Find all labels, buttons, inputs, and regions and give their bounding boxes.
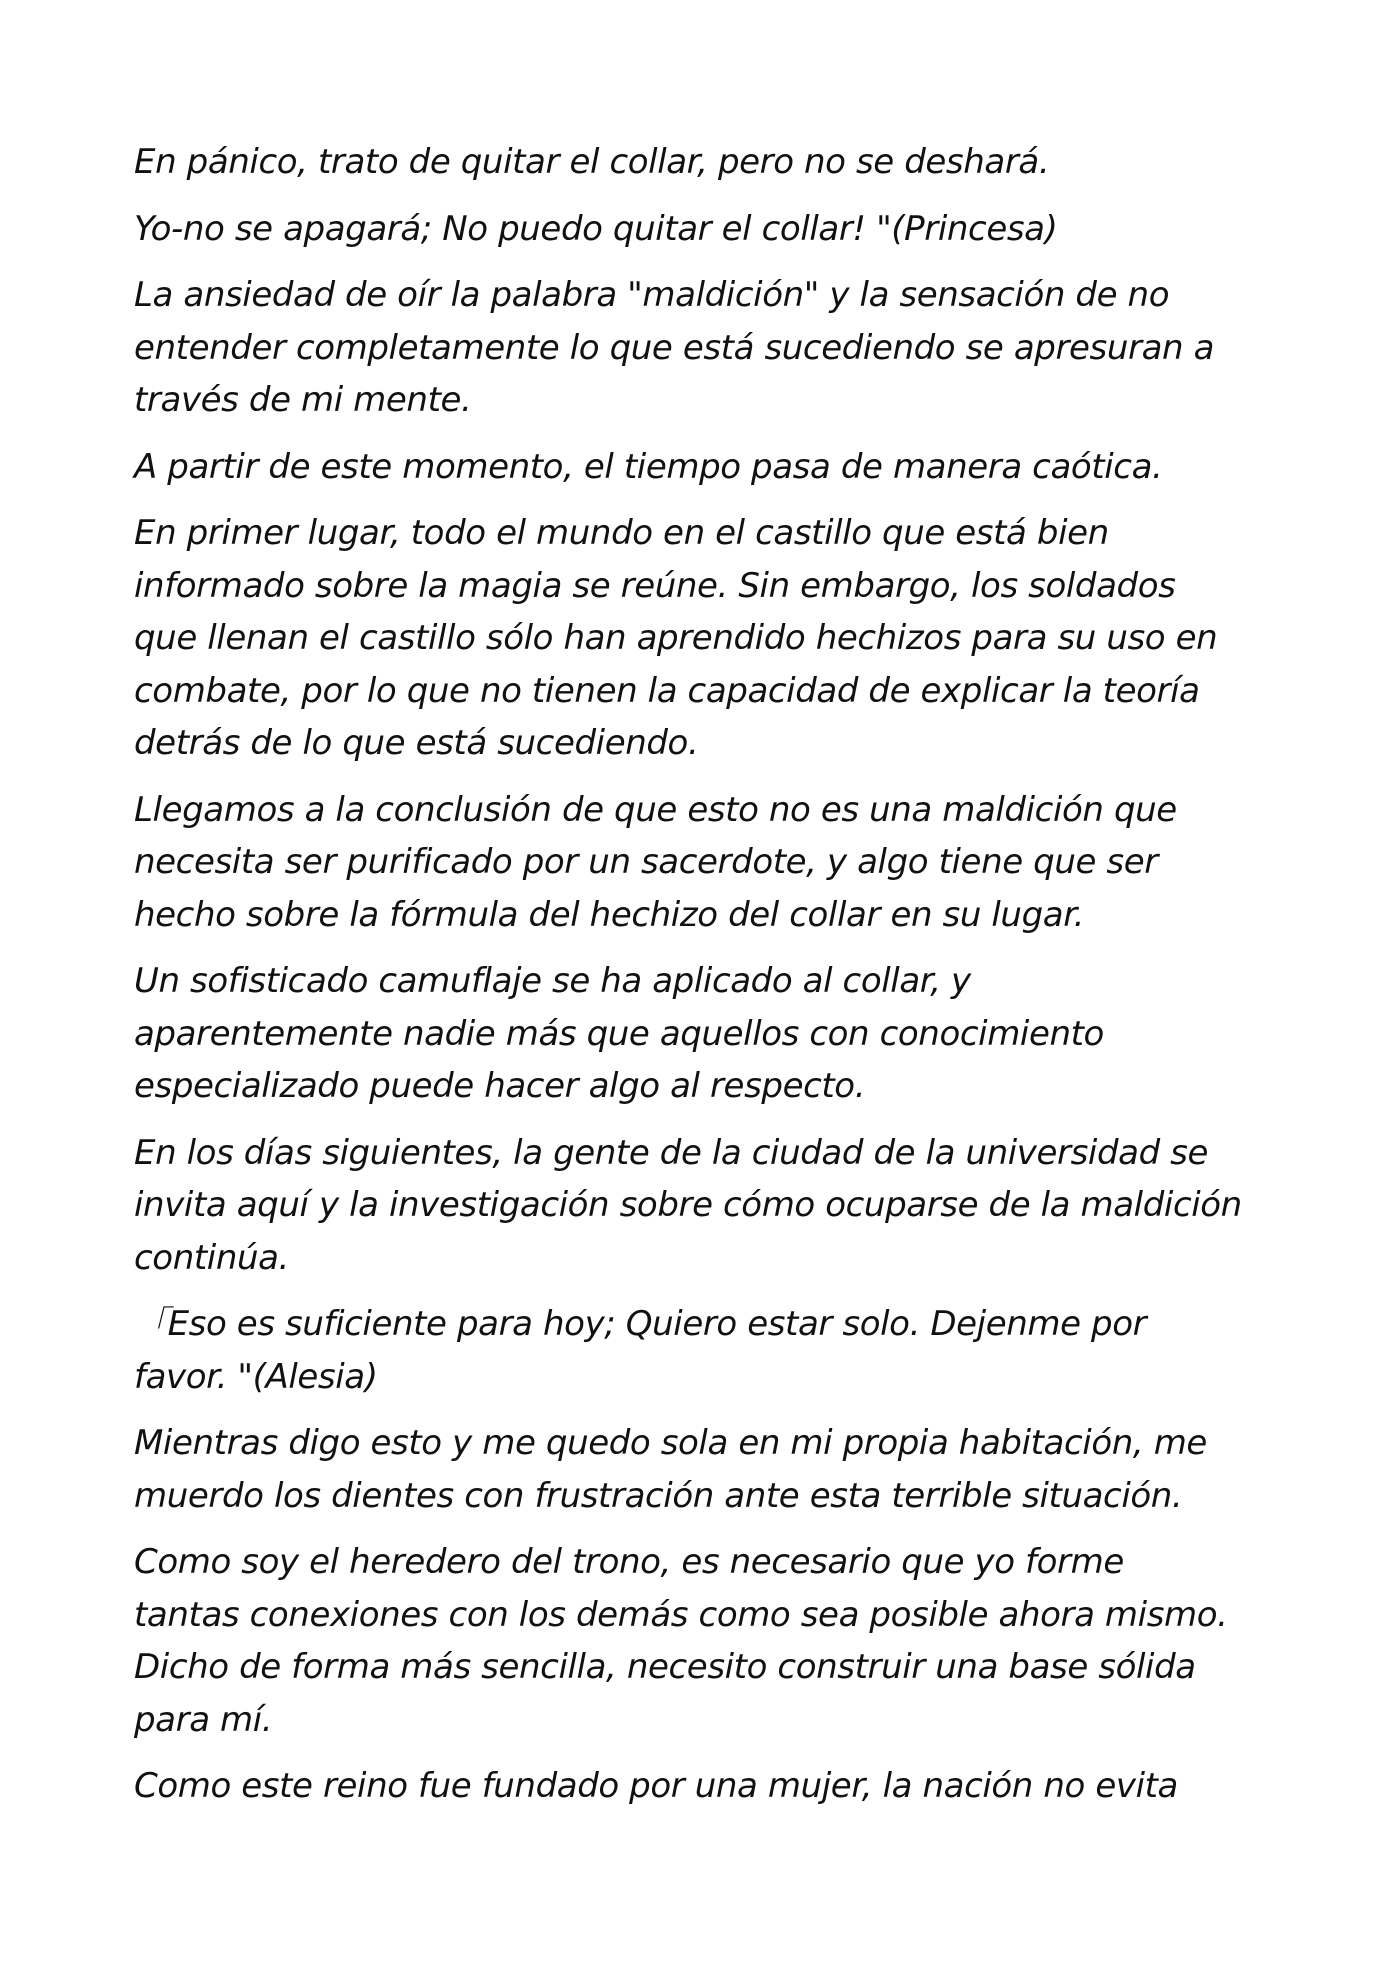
paragraph: Un sofisticado camuflaje se ha aplicado al collar, y aparentemente nadie más que aquellos con conocimiento especializado puede hacer algo al respecto. bbox=[134, 961, 1104, 1106]
paragraph: Mientras digo esto y me quedo sola en mi propia habitación, me muerdo los dientes con frustración ante esta terrible situación. bbox=[134, 1423, 1207, 1516]
paragraph: Yo-no se apagará; No puedo quitar el collar! "(Princesa) bbox=[134, 208, 1058, 249]
paragraph: A partir de este momento, el tiempo pasa de manera caótica. bbox=[134, 446, 1163, 487]
paragraph: Como este reino fue fundado por una mujer, la nación no evita bbox=[134, 1766, 1178, 1806]
text-body bbox=[134, 136, 1294, 1827]
paragraph: Como soy el heredero del trono, es necesario que yo forme tantas conexiones con los demás como sea posible ahora mismo. Dicho de forma más sencilla, necesito construir una base sólida para mí. bbox=[134, 1542, 1228, 1740]
paragraph: Llegamos a la conclusión de que esto no es una maldición que necesita ser purificado por un sacerdote, y algo tiene que ser hecho sobre la fórmula del hechizo del collar en su lugar. bbox=[134, 789, 1177, 935]
paragraph: En primer lugar, todo el mundo en el castillo que está bien informado sobre la magia se reúne. Sin embargo, los soldados que llenan el castillo sólo han aprendido hechizos para su uso en combate, por lo que no tienen la capacidad de explicar la teoría detrás de lo que está sucediendo. bbox=[134, 513, 1218, 763]
paragraph: 「Eso es suficiente para hoy; Quiero estar solo. Dejenme por favor. "(Alesia) bbox=[134, 1304, 1147, 1397]
paragraph: En los días siguientes, la gente de la ciudad de la universidad se invita aquí y la investigación sobre cómo ocuparse de la maldición continúa. bbox=[134, 1132, 1242, 1278]
paragraph: La ansiedad de oír la palabra "maldición" y la sensación de no entender completamente lo que está sucediendo se apresuran a través de mi mente. bbox=[134, 275, 1215, 420]
paragraph: En pánico, trato de quitar el collar, pero no se deshará. bbox=[134, 142, 1050, 182]
